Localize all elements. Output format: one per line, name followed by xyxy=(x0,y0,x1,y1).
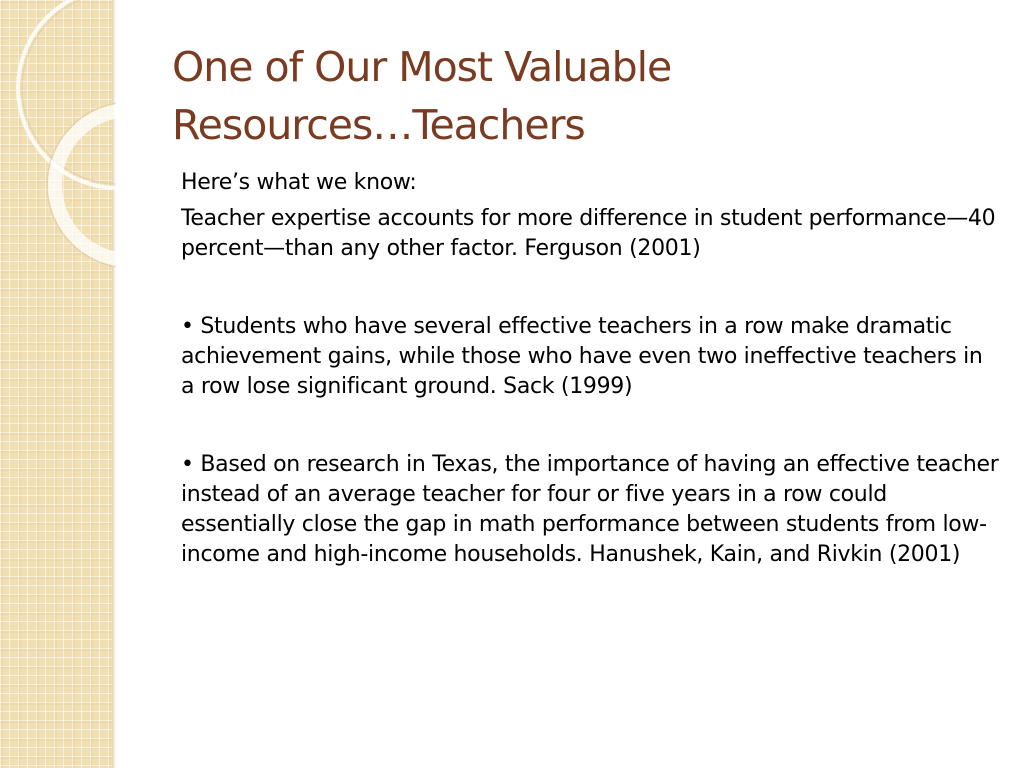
bullet-students-effective-teachers: • Students who have several effective teachers in a row make dramatic achievement gains, while those who have even two ineffective teachers in a row lose significant ground. Sack (1999) xyxy=(181,314,983,399)
paragraph-spacer xyxy=(181,402,1001,450)
slide-title-line-1: One of Our Most Valuable xyxy=(172,43,672,91)
slide-body xyxy=(181,168,1001,570)
decorative-circles xyxy=(0,0,116,768)
paragraph-spacer xyxy=(181,264,1001,312)
slide-title xyxy=(172,38,972,154)
intro-text: Here’s what we know: xyxy=(181,170,417,195)
slide-title-line-2: Resources…Teachers xyxy=(172,101,585,149)
paragraph-teacher-expertise: Teacher expertise accounts for more difference in student performance—40 percent—than any other factor. Ferguson (2001) xyxy=(181,206,996,261)
bullet-texas-research: • Based on research in Texas, the importance of having an effective teacher instead of an average teacher for four or five years in a row could essentially close the gap in math performance between students from low-income and high-income households. Hanushek, Kain, and Rivkin (2001) xyxy=(181,452,999,567)
